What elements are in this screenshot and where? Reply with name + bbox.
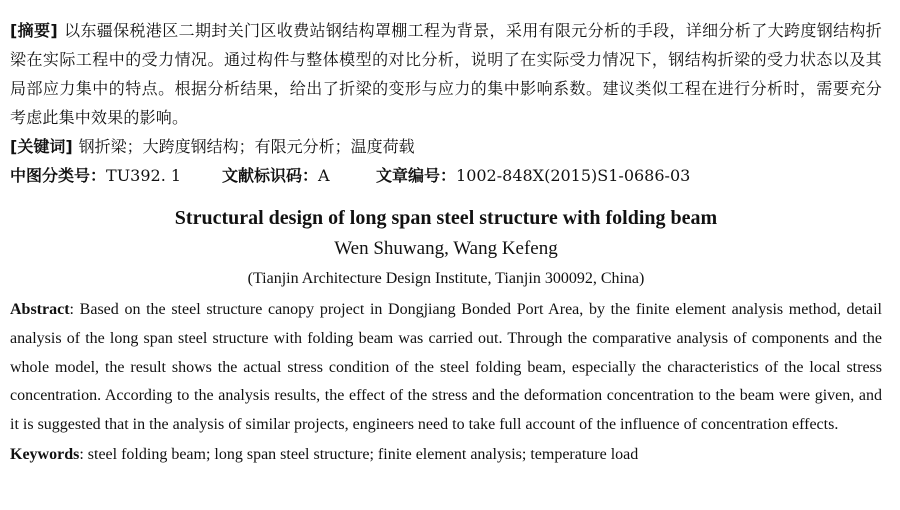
english-keywords-text: : steel folding beam; long span steel structure; finite element analysis; temperature load (79, 445, 639, 463)
english-keywords (10, 440, 882, 469)
chinese-abstract (10, 16, 882, 132)
chinese-keywords-text: 钢折梁；大跨度钢结构；有限元分析；温度荷载 (78, 137, 415, 156)
english-title: Structural design of long span steel structure with folding beam (174, 207, 718, 229)
chinese-abstract-label: [摘要] (10, 21, 58, 40)
english-authors: Wen Shuwang, Wang Kefeng (334, 238, 558, 259)
document-code-label: 文献标识码： (222, 166, 319, 185)
english-abstract-label: Abstract (10, 301, 70, 318)
classification-number (10, 161, 222, 190)
chinese-abstract-text: 以东疆保税港区二期封关门区收费站钢结构罩棚工程为背景，采用有限元分析的手段，详细分析了大跨度钢结构折梁在实际工程中的受力情况。通过构件与整体模型的对比分析，说明了在实际受力情况下，钢结构折梁的受力状态以及其局部应力集中的特点。根据分析结果，给出了折梁的变形与应力的集中影响系数。建议类似工程在进行分析时，需要充分考虑此集中效果的影响。 (10, 21, 882, 127)
classification-row (10, 161, 882, 190)
document-code (222, 161, 376, 190)
english-abstract-text: : Based on the steel structure canopy project in Dongjiang Bonded Port Area, by the finite element analysis method, detail analysis of the long span steel structure with folding beam was carried out. Through the comparative analysis of components and the whole model, the result shows the actual stress condition of the steel folding beam, especially the characteristics of the local stress concentration. According to the analysis results, the effect of the stress and the deformation concentration to the beam were given, and it is suggested that in the analysis of similar projects, engineers need to take full account of the influence of concentration effects. (10, 301, 882, 434)
paper-page (10, 0, 882, 469)
article-number (376, 161, 690, 190)
classification-number-value: TU392. 1 (106, 166, 182, 185)
document-code-value: A (318, 166, 330, 185)
english-abstract (10, 296, 882, 440)
english-affiliation: (Tianjin Architecture Design Institute, Tianjin 300092, China) (247, 270, 645, 287)
article-number-value: 1002-848X(2015)S1-0686-03 (456, 166, 691, 185)
english-keywords-label: Keywords (10, 445, 80, 463)
chinese-keywords-label: [关键词] (10, 137, 73, 156)
classification-number-label: 中图分类号： (10, 166, 107, 185)
article-number-label: 文章编号： (376, 166, 457, 185)
chinese-keywords (10, 132, 882, 161)
